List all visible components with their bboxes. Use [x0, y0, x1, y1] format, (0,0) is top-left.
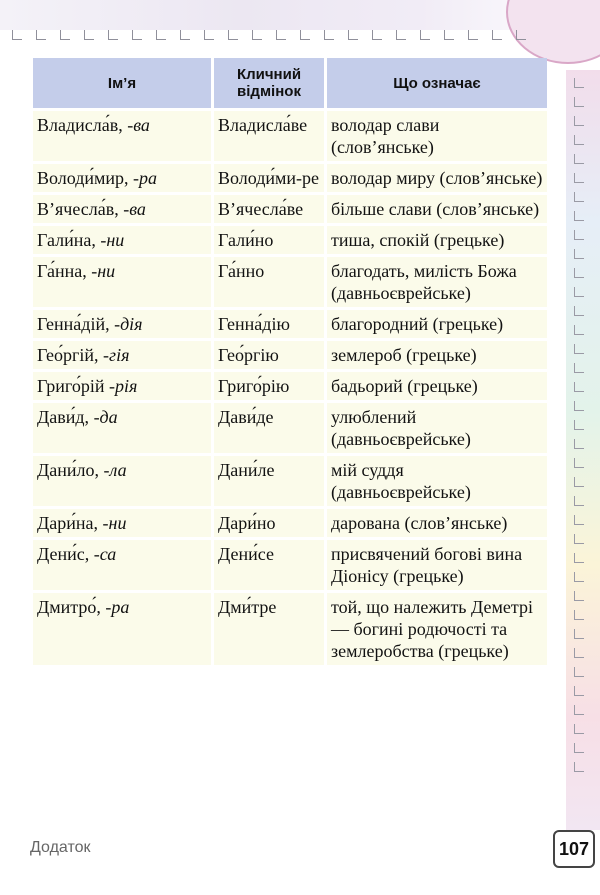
- dash-mark: [574, 705, 584, 715]
- table-row: [33, 509, 547, 537]
- dash-mark: [12, 30, 22, 40]
- dash-mark: [60, 30, 70, 40]
- meaning-cell: володар миру (слов’янське): [327, 164, 547, 192]
- vocative-cell: Га́нно: [214, 257, 324, 307]
- name-ending: -дія: [114, 314, 143, 334]
- name-text: В’ячесла́в,: [37, 199, 119, 219]
- top-dashed-border: [12, 30, 542, 42]
- table-row: [33, 226, 547, 254]
- names-table: [30, 55, 550, 668]
- dash-mark: [574, 572, 584, 582]
- dash-mark: [574, 629, 584, 639]
- name-text: Дени́с,: [37, 544, 90, 564]
- name-text: Генна́дій,: [37, 314, 110, 334]
- vocative-cell: Дари́но: [214, 509, 324, 537]
- name-ending: -ни: [102, 513, 127, 533]
- vocative-cell: В’ячесла́ве: [214, 195, 324, 223]
- dash-mark: [574, 439, 584, 449]
- name-ending: -ва: [127, 115, 150, 135]
- dash-mark: [468, 30, 478, 40]
- name-cell: [33, 593, 211, 665]
- dash-mark: [574, 667, 584, 677]
- dash-mark: [574, 458, 584, 468]
- dash-mark: [574, 97, 584, 107]
- right-dashed-border: [574, 78, 586, 798]
- name-ending: -ва: [123, 199, 146, 219]
- dash-mark: [156, 30, 166, 40]
- dash-mark: [36, 30, 46, 40]
- dash-mark: [324, 30, 334, 40]
- table-row: [33, 341, 547, 369]
- vocative-cell: Григо́рію: [214, 372, 324, 400]
- table-row: [33, 111, 547, 161]
- dash-mark: [252, 30, 262, 40]
- name-ending: -рія: [108, 376, 138, 396]
- name-cell: [33, 195, 211, 223]
- name-text: Дмитро́,: [37, 597, 101, 617]
- name-cell: [33, 164, 211, 192]
- meaning-cell: тиша, спокій (грецьке): [327, 226, 547, 254]
- name-text: Володи́мир,: [37, 168, 129, 188]
- dash-mark: [574, 287, 584, 297]
- name-ending: -гія: [103, 345, 130, 365]
- name-ending: -ра: [105, 597, 130, 617]
- name-cell: [33, 403, 211, 453]
- dash-mark: [574, 173, 584, 183]
- meaning-cell: благородний (грецьке): [327, 310, 547, 338]
- name-text: Дави́д,: [37, 407, 90, 427]
- name-cell: [33, 257, 211, 307]
- name-text: Дари́на,: [37, 513, 99, 533]
- vocative-cell: Владисла́ве: [214, 111, 324, 161]
- name-ending: -ла: [103, 460, 127, 480]
- dash-mark: [348, 30, 358, 40]
- dash-mark: [574, 553, 584, 563]
- table-row: [33, 456, 547, 506]
- dash-mark: [574, 306, 584, 316]
- dash-mark: [574, 135, 584, 145]
- dash-mark: [574, 401, 584, 411]
- meaning-cell: той, що належить Деметрі — богині родючості та землеробства (грецьке): [327, 593, 547, 665]
- name-ending: -ни: [100, 230, 125, 250]
- name-text: Григо́рій: [37, 376, 105, 396]
- dash-mark: [574, 211, 584, 221]
- dash-mark: [180, 30, 190, 40]
- vocative-cell: Дми́тре: [214, 593, 324, 665]
- vocative-cell: Гали́но: [214, 226, 324, 254]
- name-cell: [33, 111, 211, 161]
- name-cell: [33, 341, 211, 369]
- footer-section-label: Додаток: [30, 839, 91, 856]
- table-header-row: [33, 58, 547, 108]
- name-cell: [33, 509, 211, 537]
- dash-mark: [574, 610, 584, 620]
- table-row: [33, 403, 547, 453]
- dash-mark: [372, 30, 382, 40]
- name-cell: [33, 540, 211, 590]
- meaning-cell: улюблений (давньоєврейське): [327, 403, 547, 453]
- dash-mark: [574, 382, 584, 392]
- vocative-cell: Дави́де: [214, 403, 324, 453]
- dash-mark: [132, 30, 142, 40]
- dash-mark: [574, 591, 584, 601]
- dash-mark: [574, 515, 584, 525]
- meaning-cell: дарована (слов’янське): [327, 509, 547, 537]
- name-ending: -са: [93, 544, 117, 564]
- dash-mark: [574, 78, 584, 88]
- dash-mark: [228, 30, 238, 40]
- dash-mark: [574, 496, 584, 506]
- dash-mark: [420, 30, 430, 40]
- dash-mark: [574, 268, 584, 278]
- dash-mark: [574, 648, 584, 658]
- dash-mark: [444, 30, 454, 40]
- meaning-cell: більше слави (слов’янське): [327, 195, 547, 223]
- dash-mark: [574, 743, 584, 753]
- name-cell: [33, 310, 211, 338]
- dash-mark: [574, 724, 584, 734]
- dash-mark: [276, 30, 286, 40]
- name-cell: [33, 226, 211, 254]
- vocative-cell: Володи́ми-ре: [214, 164, 324, 192]
- table-row: [33, 164, 547, 192]
- dash-mark: [574, 230, 584, 240]
- name-text: Гали́на,: [37, 230, 96, 250]
- dash-mark: [574, 363, 584, 373]
- header-vocative: Кличний відмінок: [214, 58, 324, 108]
- dash-mark: [574, 116, 584, 126]
- dash-mark: [574, 325, 584, 335]
- table-row: [33, 310, 547, 338]
- name-text: Гео́ргій,: [37, 345, 99, 365]
- name-cell: [33, 372, 211, 400]
- meaning-cell: мій суддя (давньоєврейське): [327, 456, 547, 506]
- dash-mark: [204, 30, 214, 40]
- dash-mark: [574, 420, 584, 430]
- dash-mark: [574, 344, 584, 354]
- dash-mark: [574, 154, 584, 164]
- vocative-cell: Гео́ргію: [214, 341, 324, 369]
- dash-mark: [396, 30, 406, 40]
- table-row: [33, 540, 547, 590]
- header-name: Ім’я: [33, 58, 211, 108]
- dash-mark: [492, 30, 502, 40]
- header-meaning: Що означає: [327, 58, 547, 108]
- vocative-cell: Дени́се: [214, 540, 324, 590]
- dash-mark: [108, 30, 118, 40]
- table-row: [33, 593, 547, 665]
- dash-mark: [574, 686, 584, 696]
- dash-mark: [574, 534, 584, 544]
- meaning-cell: володар слави (слов’янське): [327, 111, 547, 161]
- vocative-cell: Генна́дію: [214, 310, 324, 338]
- name-ending: -ра: [133, 168, 158, 188]
- dash-mark: [84, 30, 94, 40]
- dash-mark: [574, 249, 584, 259]
- dash-mark: [516, 30, 526, 40]
- page-number: 107: [553, 830, 595, 868]
- dash-mark: [300, 30, 310, 40]
- table-row: [33, 257, 547, 307]
- dash-mark: [574, 192, 584, 202]
- meaning-cell: благодать, милість Божа (давньоєврейське): [327, 257, 547, 307]
- table-row: [33, 372, 547, 400]
- vocative-cell: Дани́ле: [214, 456, 324, 506]
- meaning-cell: бадьорий (грецьке): [327, 372, 547, 400]
- name-cell: [33, 456, 211, 506]
- name-text: Дани́ло,: [37, 460, 100, 480]
- dash-mark: [574, 762, 584, 772]
- meaning-cell: присвячений богові вина Діонісу (грецьке): [327, 540, 547, 590]
- table-row: [33, 195, 547, 223]
- name-ending: -да: [93, 407, 118, 427]
- dash-mark: [574, 477, 584, 487]
- name-text: Владисла́в,: [37, 115, 123, 135]
- name-text: Га́нна,: [37, 261, 87, 281]
- meaning-cell: землероб (грецьке): [327, 341, 547, 369]
- name-ending: -ни: [91, 261, 116, 281]
